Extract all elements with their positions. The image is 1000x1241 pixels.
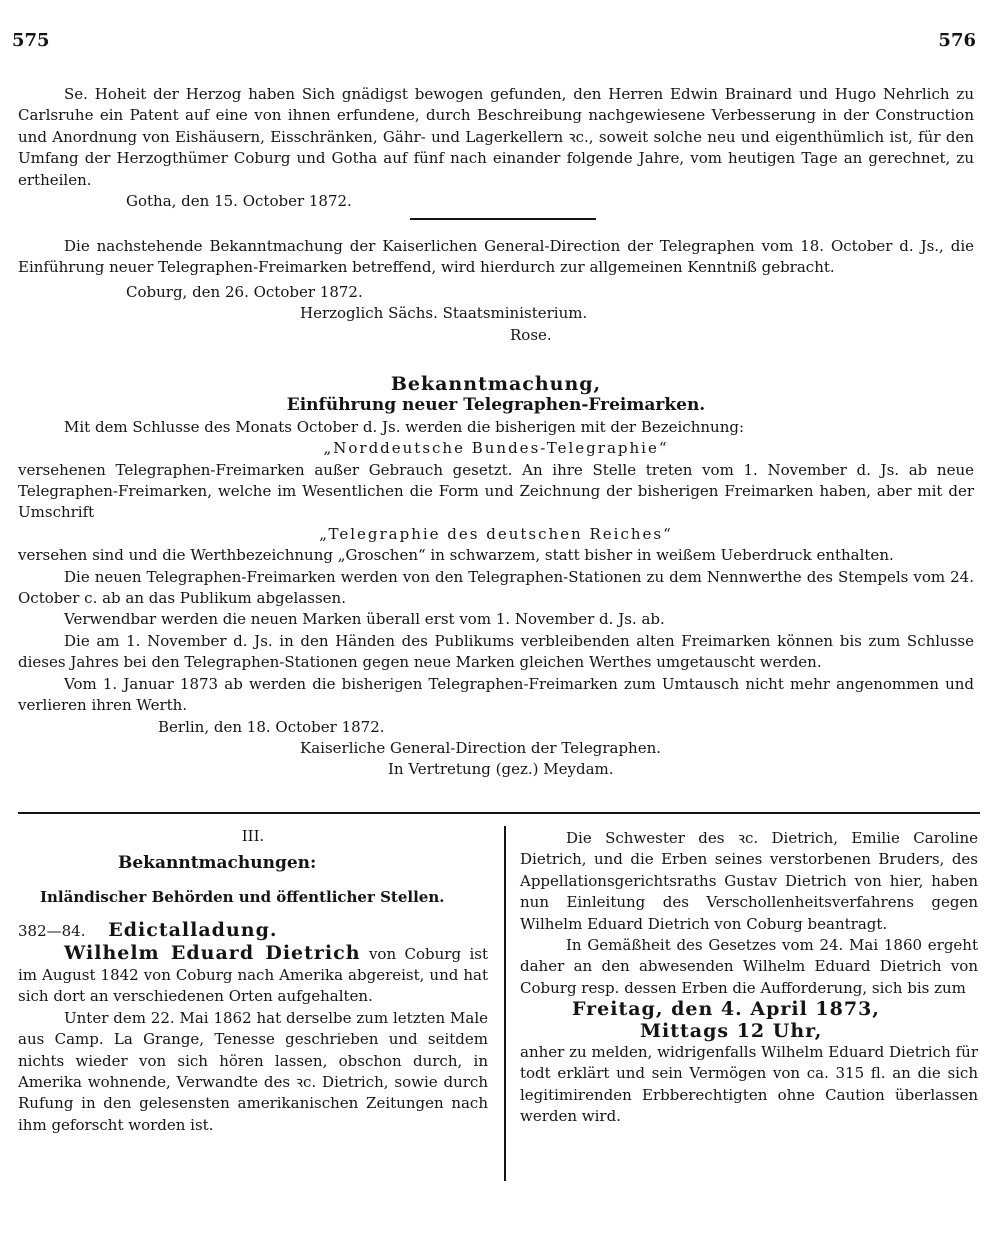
edictal-paragraph-5: anher zu melden, widrigenfalls Wilhelm Eduard Dietrich für todt erklärt und sein Vermögen von ca. 315 fl. an die sich legitimirenden Erbberechtigten ohne Caution überlassen werden wird. (520, 1043, 978, 1126)
announcements-subheading: Inländischer Behörden und öffentlicher Stellen. (40, 887, 445, 906)
edictal-paragraph-2: Unter dem 22. Mai 1862 hat derselbe zum letzten Male aus Camp. La Grange, Tenesse geschrieben und seitdem nichts wieder von sich hören lassen, obschon durch, in Amerika wohnende, Verwandte des ꝛc. Dietrich, sowie durch Rufung in den gelesensten amerikanischen Zeitungen nach ihm geforscht worden ist. (18, 1008, 488, 1134)
forwarding-date-line: Coburg, den 26. October 1872. (126, 282, 363, 301)
announcement-quote-1: „Norddeutsche Bundes-Telegraphie“ (323, 439, 669, 458)
announcement-p1-cont: versehenen Telegraphen-Freimarken außer Gebrauch gesetzt. An ihre Stelle treten vom 1. November d. Js. ab neue Telegraphen-Freimarken, welche im Wesentlichen die Form und Zeichnung der bisherigen Freimarken haben, aber mit der Umschrift (18, 460, 974, 522)
announcement-p4: Die am 1. November d. Js. in den Händen des Publikums verbleibenden alten Freimarken können bis zum Schlusse dieses Jahres bei den Telegraphen-Stationen gegen neue Marken gleichen Werthes umgetauscht werden. (18, 631, 974, 672)
forwarding-notice (18, 236, 974, 346)
deadline-time: Mittags 12 Uhr, (640, 1019, 823, 1042)
telegraph-announcement (18, 374, 974, 781)
right-column (520, 820, 978, 1128)
deadline-date: Freitag, den 4. April 1873, (572, 998, 880, 1021)
announcement-title: Bekanntmachung, (390, 373, 602, 395)
announcement-signature: In Vertretung (gez.) Meydam. (388, 760, 614, 779)
edictal-paragraph-4: In Gemäßheit des Gesetzes vom 24. Mai 1860 ergeht daher an den abwesenden Wilhelm Eduard Dietrich von Coburg resp. dessen Erben die Aufforderung, sich bis zum (520, 936, 978, 997)
edictal-paragraph-1-text: von Coburg ist im August 1842 von Coburg nach Amerika abgereist, und hat sich dort an verschiedenen Orten aufgehalten. (18, 944, 488, 1006)
section-divider-1 (410, 218, 596, 220)
edictal-number: 382—84. (18, 922, 86, 941)
announcement-authority: Kaiserliche General-Direction der Telegraphen. (300, 738, 662, 757)
section-divider-2 (18, 812, 980, 814)
announcement-p1-end: versehen sind und die Werthbezeichnung „Groschen“ in schwarzem, statt bisher in weißem Ueberdruck enthalten. (18, 546, 894, 565)
announcement-p2: Die neuen Telegraphen-Freimarken werden von den Telegraphen-Stationen zu dem Nennwerthe des Stempels vom 24. October c. ab an das Publikum abgelassen. (18, 567, 974, 608)
forwarding-paragraph: Die nachstehende Bekanntmachung der Kaiserlichen General-Direction der Telegraphen vom 18. October d. Js., die Einführung neuer Telegraphen-Freimarken betreffend, wird hierdurch zur allgemeinen Kenntniß gebracht. (18, 237, 974, 277)
page-number-right: 576 (938, 30, 976, 51)
announcement-subtitle: Einführung neuer Telegraphen-Freimarken. (286, 395, 706, 416)
announcement-p1-start: Mit dem Schlusse des Monats October d. Js. werden die bisherigen mit der Bezeichnung: (64, 417, 745, 436)
page-number-left: 575 (12, 30, 50, 51)
announcement-p5: Vom 1. Januar 1873 ab werden die bisherigen Telegraphen-Freimarken zum Umtausch nicht mehr angenommen und verlieren ihren Werth. (18, 674, 974, 715)
announcement-quote-2: „Telegraphie des deutschen Reiches“ (319, 524, 673, 543)
edictal-paragraph-3: Die Schwester des ꝛc. Dietrich, Emilie Caroline Dietrich, und die Erben seines verstorbenen Bruders, des Appellationsgerichtsraths Gustav Dietrich von hier, haben nun Einleitung des Verschollenheitsverfahrens gegen Wilhelm Eduard Dietrich von Coburg beantragt. (520, 829, 978, 933)
announcement-p3: Verwendbar werden die neuen Marken überall erst vom 1. November d. Js. ab. (64, 610, 665, 629)
announcements-heading: Bekanntmachungen: (118, 853, 317, 874)
left-column (18, 820, 488, 1136)
section-roman-numeral: III. (241, 827, 265, 845)
column-divider (504, 826, 506, 1181)
patent-paragraph: Se. Hoheit der Herzog haben Sich gnädigst bewogen gefunden, den Herren Edwin Brainard und Hugo Nehrlich zu Carlsruhe ein Patent auf eine von ihnen erfundene, durch Beschreibung nachgewiesene Verbesserung in der Construction und Anordnung von Eishäusern, Eisschränken, Gähr- und Lagerkellern ꝛc., soweit solche neu und eigenthümlich ist, für den Umfang der Herzogthümer Coburg und Gotha auf fünf nach einander folgende Jahre, vom heutigen Tage an gerechnet, zu ertheilen. (18, 85, 974, 189)
edictal-paragraph-1 (18, 943, 488, 1008)
forwarding-authority: Herzoglich Sächs. Staatsministerium. (300, 304, 588, 323)
patent-date-line: Gotha, den 15. October 1872. (126, 192, 352, 211)
forwarding-signature: Rose. (510, 325, 552, 344)
edictal-heading (18, 920, 488, 942)
edictal-title: Edictalladung. (108, 919, 278, 942)
patent-notice (18, 84, 974, 212)
announcement-date-line: Berlin, den 18. October 1872. (158, 717, 385, 736)
person-name: Wilhelm Eduard Dietrich (64, 941, 361, 964)
